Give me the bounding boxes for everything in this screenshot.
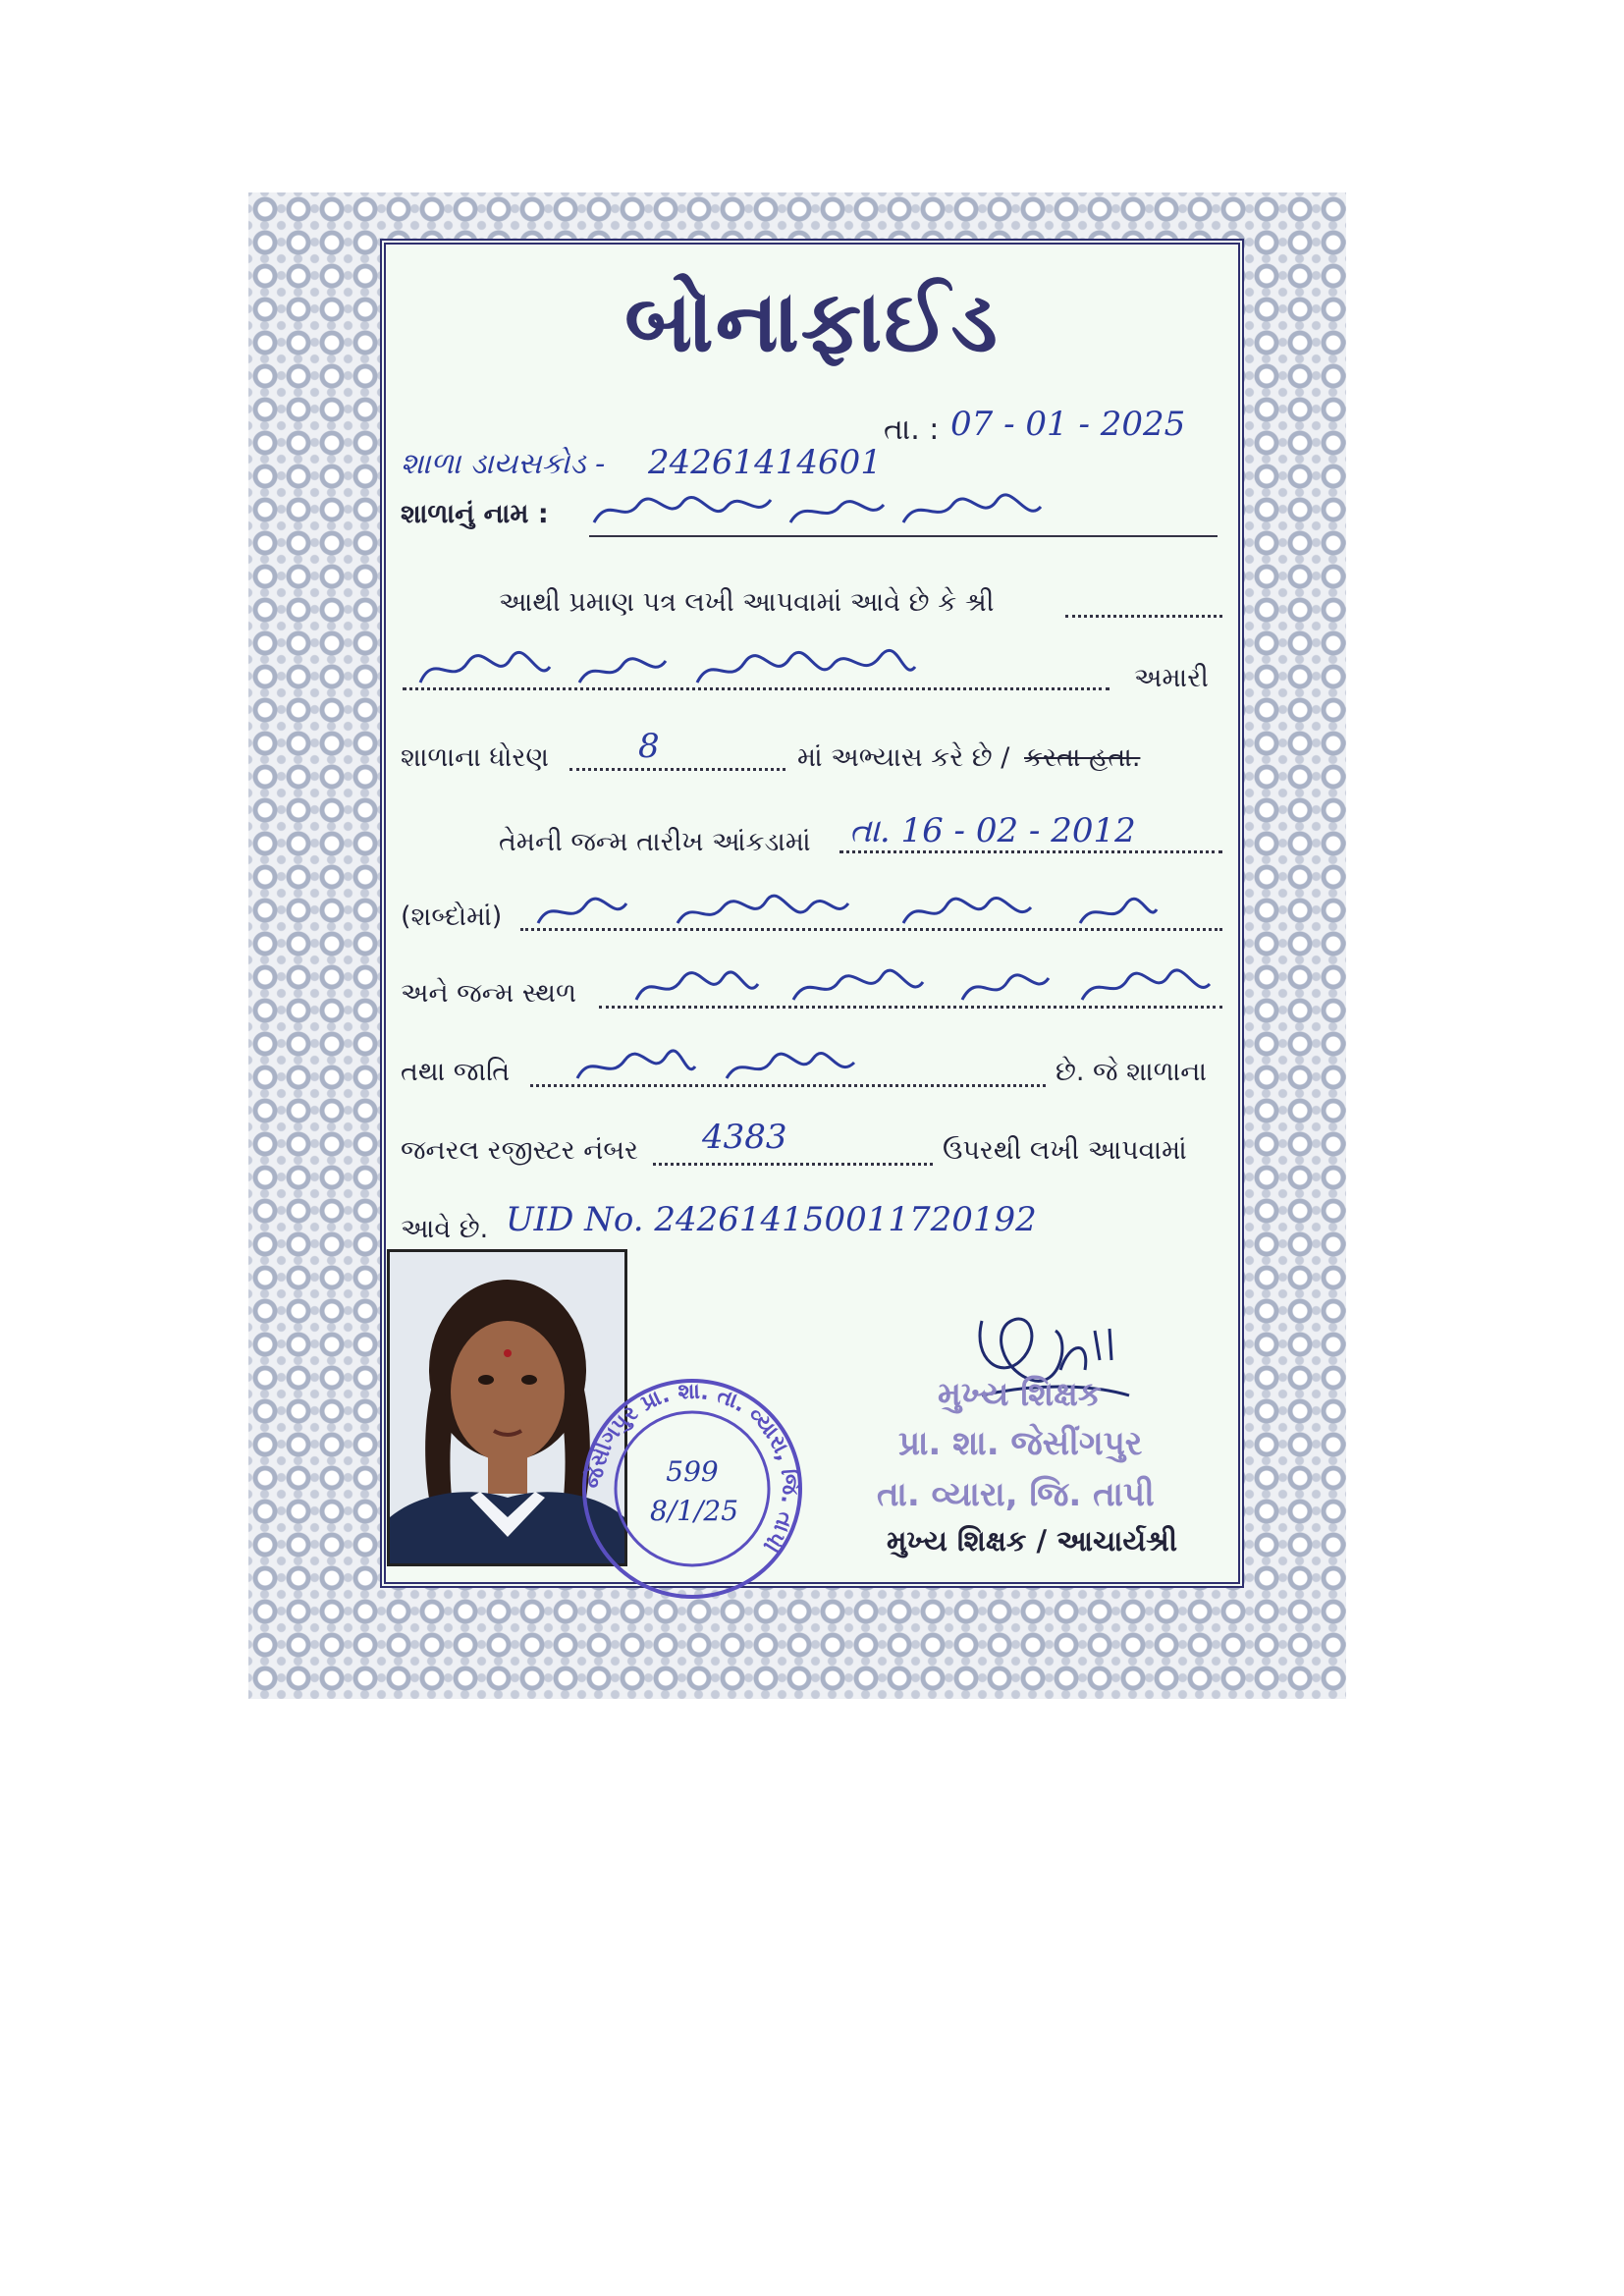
school-round-stamp <box>574 1371 810 1607</box>
dob-words-dotted-line <box>520 928 1222 931</box>
dise-code-label: શાળા ડાયસકોડ - <box>401 447 606 481</box>
birthplace-dotted-line <box>599 1006 1222 1009</box>
student-name-suffix: અમારી <box>1134 663 1209 693</box>
dob-dotted-line <box>839 850 1222 853</box>
seal-location: તા. વ્યારા, જિ. તાપી <box>877 1475 1155 1514</box>
uid-value: UID No. 242614150011720192 <box>506 1200 1037 1239</box>
uid-prefix: આવે છે. <box>401 1214 489 1244</box>
stamp-date: 8/1/25 <box>649 1495 739 1527</box>
seal-school: પ્રા. શા. જેસીંગપુર <box>898 1424 1143 1463</box>
birthplace-handwriting <box>628 960 1218 1011</box>
seal-designation: મુખ્ય શિક્ષક <box>938 1375 1102 1414</box>
caste-dotted-line <box>530 1084 1046 1087</box>
standard-label: શાળાના ધોરણ <box>401 742 549 773</box>
caste-label: તથા જાતિ <box>401 1057 511 1087</box>
school-name-underline <box>589 535 1218 537</box>
signature-caption: મુખ્ય શિક્ષક / આચાર્યશ્રી <box>887 1524 1178 1558</box>
birthplace-label: અને જન્મ સ્થળ <box>401 978 577 1009</box>
stamp-number: 599 <box>666 1455 719 1488</box>
caste-handwriting <box>569 1041 864 1090</box>
studied-text: કરતા હતા. <box>1024 742 1141 773</box>
school-name-label: શાળાનું નામ : <box>401 499 549 529</box>
register-dotted-line <box>653 1163 933 1166</box>
dob-words-label: (શબ્દોમાં) <box>401 902 503 932</box>
intro-dotted-line <box>1065 615 1222 618</box>
certificate-intro-text: આથી પ્રમાણ પત્ર લખી આપવામાં આવે છે કે શ્રી <box>499 587 995 618</box>
date-value: 07 - 01 - 2025 <box>950 405 1186 444</box>
dob-label: તેમની જન્મ તારીખ આંકડામાં <box>499 827 811 857</box>
studying-text: માં અભ્યાસ કરે છે / <box>797 742 1010 773</box>
register-value: 4383 <box>702 1118 787 1157</box>
date-label: તા. : <box>884 412 940 447</box>
dob-value: તા. 16 - 02 - 2012 <box>849 811 1136 850</box>
register-suffix: ઉપરથી લખી આપવામાં <box>943 1135 1187 1166</box>
dise-code-value: 24261414601 <box>648 443 882 482</box>
register-label: જનરલ રજીસ્ટર નંબર <box>401 1135 638 1166</box>
standard-dotted-line <box>569 768 785 771</box>
stamp-ring-text: જેસીંગપુર પ્રા. શા. તા. વ્યારા, જિ. તાપી <box>582 1379 802 1557</box>
student-name-dotted-line <box>403 687 1110 690</box>
certificate-title: બોનાફાઈડ <box>624 273 1000 371</box>
caste-suffix: છે. જે શાળાના <box>1056 1057 1207 1087</box>
standard-value: 8 <box>638 727 660 766</box>
school-name-handwriting <box>589 485 1051 534</box>
